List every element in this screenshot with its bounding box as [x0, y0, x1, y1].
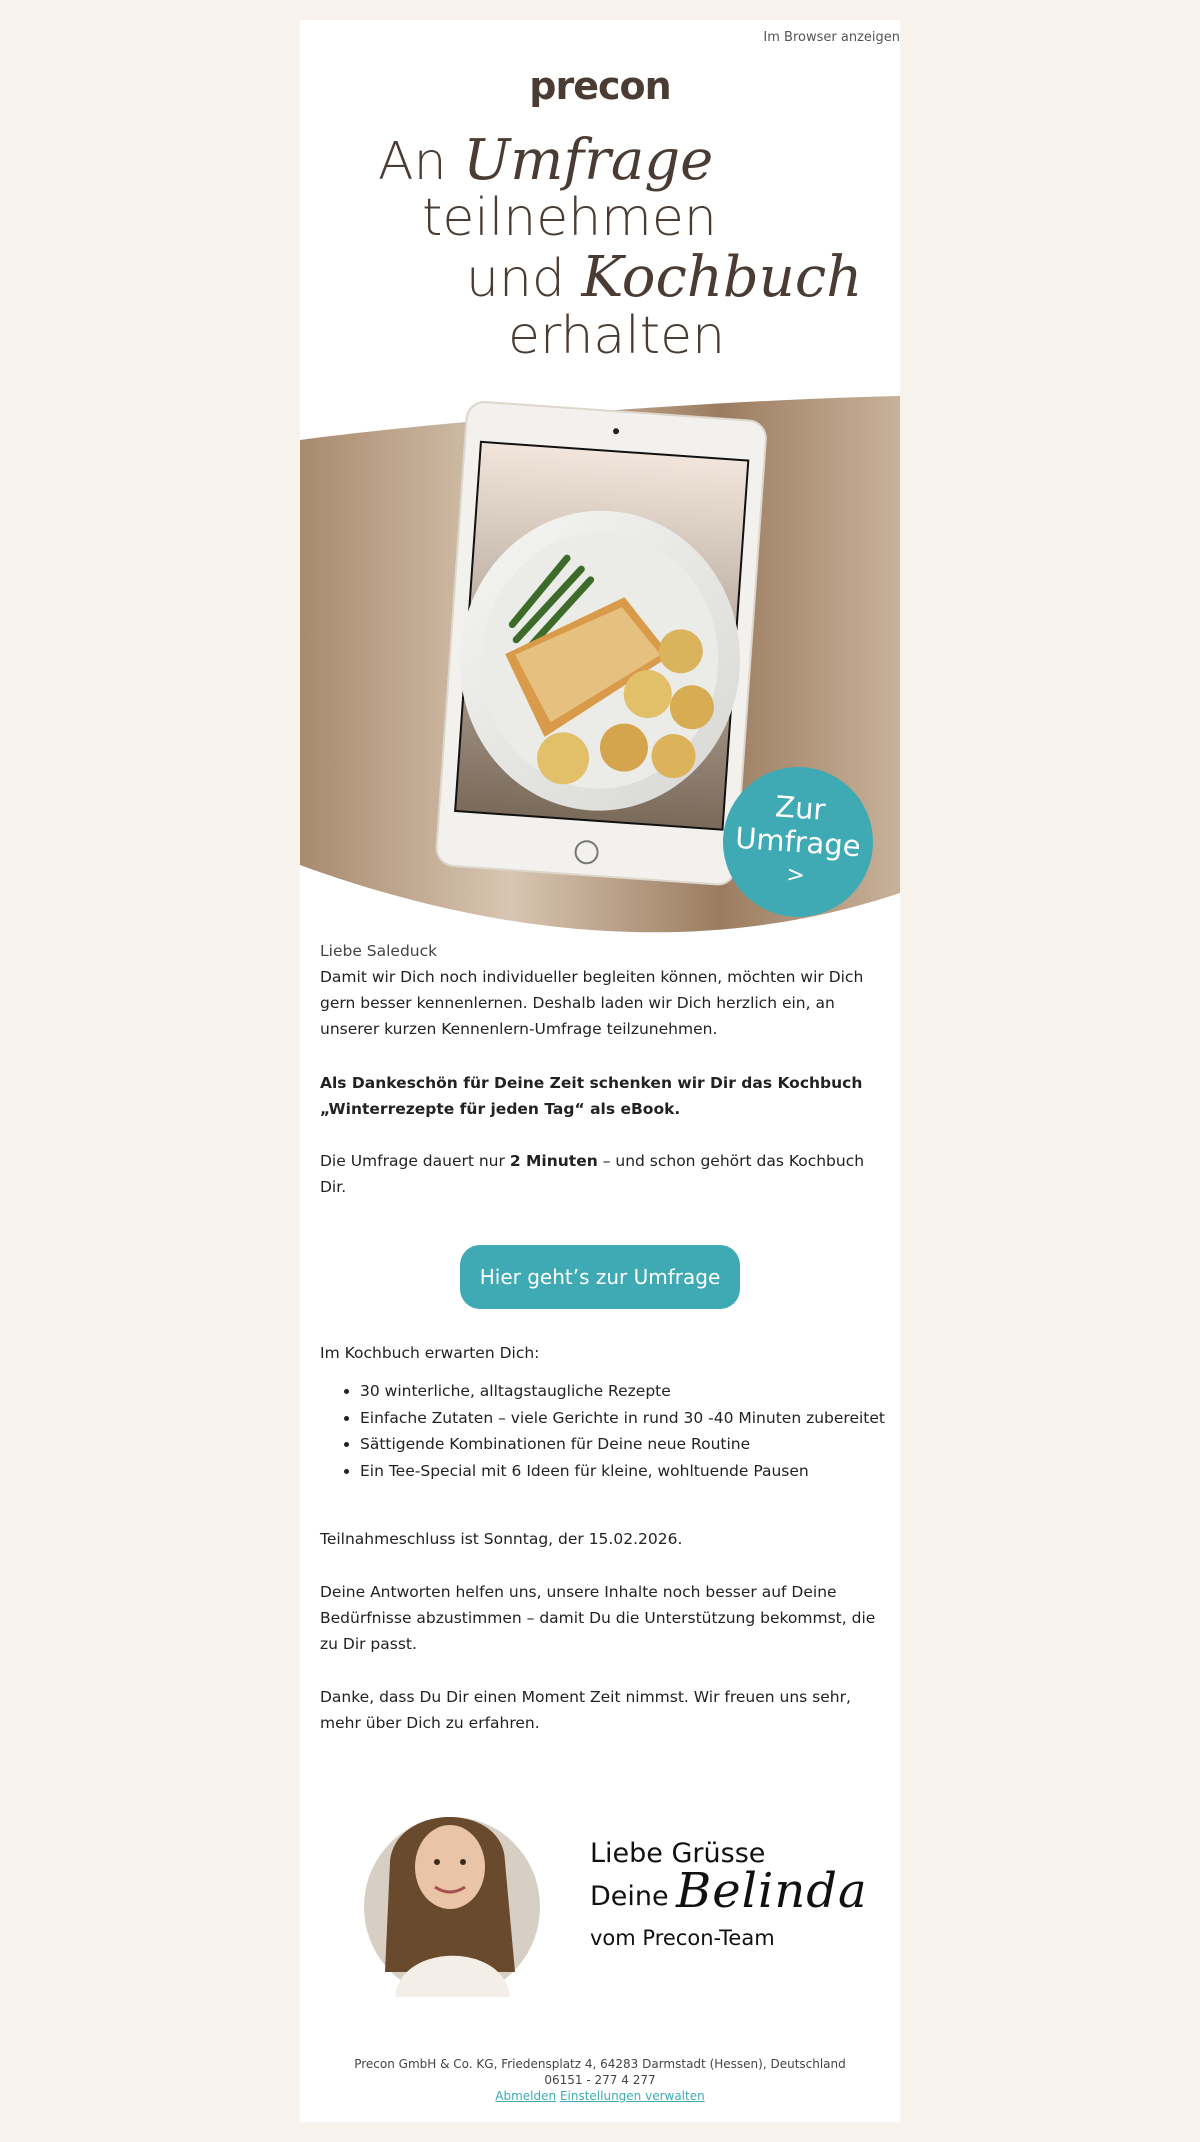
duration-paragraph [320, 1148, 880, 1200]
badge-line-1: Zur [774, 789, 827, 827]
manage-settings-link[interactable]: Einstellungen verwalten [559, 2089, 705, 2103]
list-item: • 30 winterliche, alltagstaugliche Rezepte [360, 1378, 940, 1405]
thanks-paragraph: Danke, dass Du Dir einen Moment Zeit nimmst. Wir freuen uns sehr, mehr über Dich zu erfahren. [320, 1688, 851, 1732]
headline-und: und [466, 249, 565, 309]
hero-headline [300, 20, 900, 380]
signature-team: vom Precon-Team [590, 1926, 775, 1950]
headline-line-2: teilnehmen [422, 188, 717, 248]
headline-kochbuch: Kochbuch [581, 245, 863, 310]
headline-line-1 [378, 128, 713, 193]
duration-highlight: 2 Minuten [509, 1152, 598, 1170]
feature-list [320, 1378, 940, 1484]
precon-logo: precon [529, 64, 671, 108]
footer-links [300, 2088, 900, 2104]
list-item: • Einfache Zutaten – viele Gerichte in rund 30 -40 Minuten zubereitet [360, 1405, 940, 1432]
footer [300, 2056, 900, 2104]
duration-text-after: – und schon gehört das Kochbuch Dir. [320, 1152, 865, 1196]
gift-paragraph: Als Dankeschön für Deine Zeit schenken wir Dir das Kochbuch „Winterrezepte für jeden Tag“ als eBook. [320, 1074, 863, 1118]
signature-name: Belinda [676, 1863, 868, 1919]
signature-greeting: Liebe Grüsse [590, 1838, 766, 1869]
signature-block [590, 1838, 868, 1950]
survey-button[interactable]: Hier geht’s zur Umfrage [460, 1245, 740, 1309]
headline-line-4: erhalten [508, 306, 726, 366]
headline-umfrage: Umfrage [463, 128, 714, 193]
footer-address: Precon GmbH & Co. KG, Friedensplatz 4, 64283 Darmstadt (Hessen), Deutschland [354, 2057, 846, 2071]
view-in-browser-link[interactable]: Im Browser anzeigen [763, 30, 900, 45]
headline-line-3 [466, 245, 862, 310]
list-item: • Sättigende Kombinationen für Deine neue Routine [360, 1431, 940, 1458]
badge-line-2: Umfrage [734, 820, 862, 864]
deadline-paragraph: Teilnahmeschluss ist Sonntag, der 15.02.2026. [320, 1530, 683, 1548]
avatar [355, 1782, 545, 2002]
email-card [300, 20, 900, 2122]
signature-deine [590, 1863, 868, 1919]
duration-text-before: Die Umfrage dauert nur [320, 1152, 510, 1170]
unsubscribe-link[interactable]: Abmelden [495, 2089, 557, 2103]
signature-deine-text: Deine [590, 1881, 669, 1912]
greeting: Liebe Saleduck [320, 942, 438, 960]
chevron-right-icon: > [785, 862, 806, 889]
headline-an: An [378, 132, 447, 192]
list-title: Im Kochbuch erwarten Dich: [320, 1344, 540, 1362]
answers-paragraph: Deine Antworten helfen uns, unsere Inhalte noch besser auf Deine Bedürfnisse abzustimmen – damit Du die Unterstützung bekommst, die zu Dir passt. [320, 1583, 876, 1653]
intro-paragraph: Damit wir Dich noch individueller begleiten können, möchten wir Dich gern besser kennenlernen. Deshalb laden wir Dich herzlich ein, an unserer kurzen Kennenlern-Umfrage teilzunehmen. [320, 968, 864, 1038]
footer-phone: 06151 - 277 4 277 [544, 2073, 656, 2087]
list-item: • Ein Tee-Special mit 6 Ideen für kleine, wohltuende Pausen [360, 1458, 940, 1485]
